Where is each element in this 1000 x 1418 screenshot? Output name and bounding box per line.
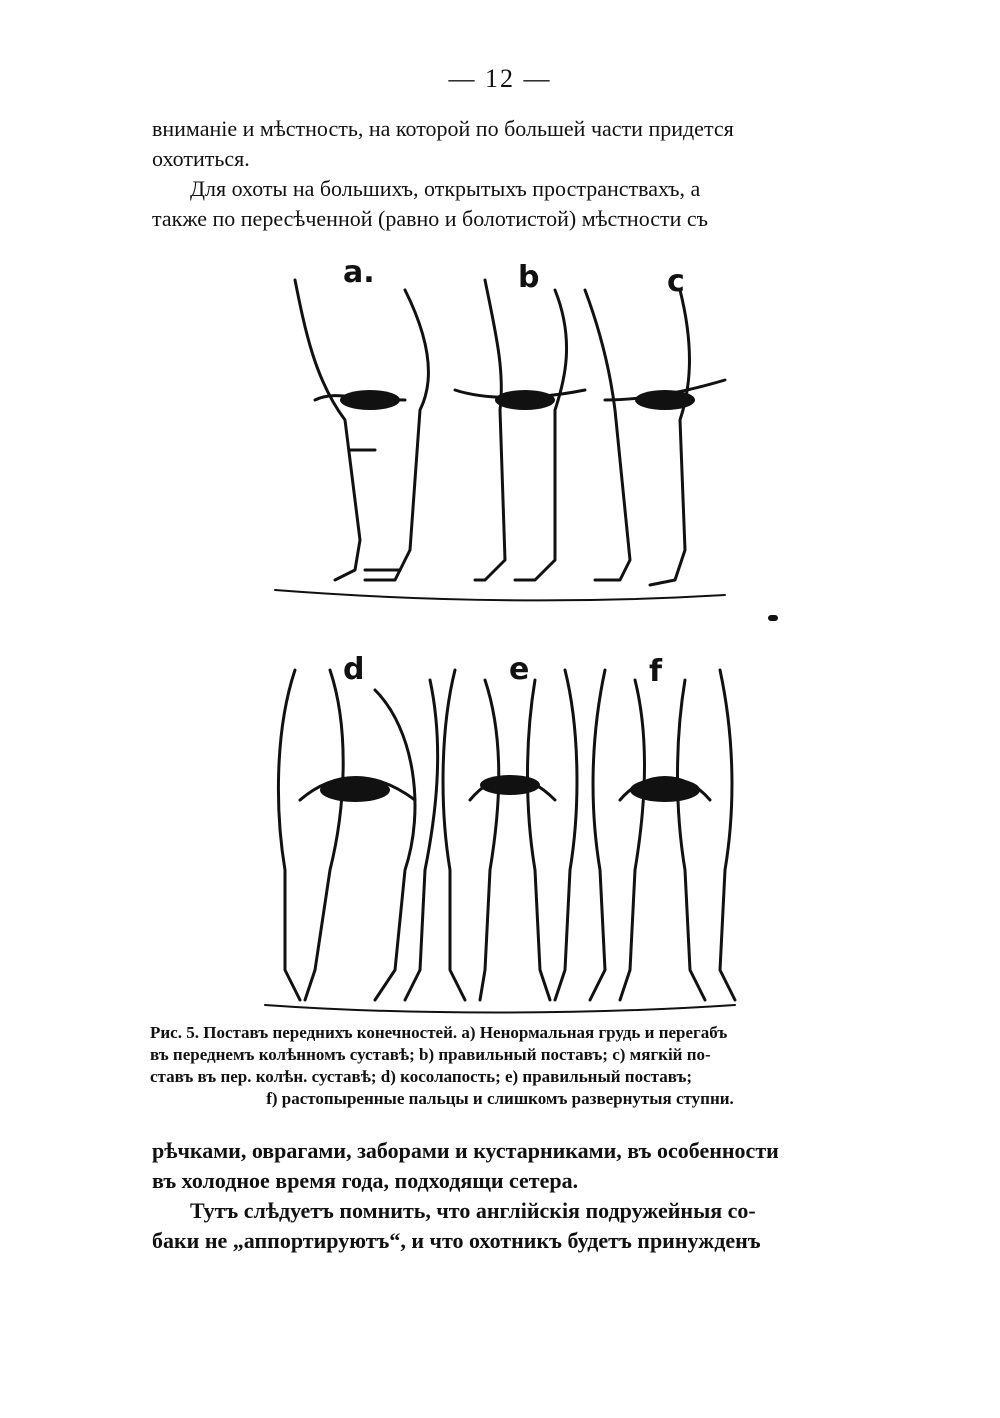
label-d: d xyxy=(343,652,365,687)
label-c: c xyxy=(667,264,685,299)
forelegs-illustration xyxy=(255,250,755,1020)
paragraph-top xyxy=(152,114,852,234)
caption-line: въ переднемъ колѣнномъ суставѣ; b) правильный поставъ; c) мягкій по- xyxy=(150,1045,711,1064)
caption-line: ставъ въ пер. колѣн. суставѣ; d) косолапость; e) правильный поставъ; xyxy=(150,1067,693,1086)
text-line: баки не „аппортируютъ“, и что охотникъ будетъ принужденъ xyxy=(152,1228,761,1253)
text-line: вниманіе и мѣстность, на которой по большей части придется xyxy=(152,116,734,141)
text-line: также по пересѣченной (равно и болотистой) мѣстности съ xyxy=(152,206,709,231)
label-e: e xyxy=(509,652,530,687)
text-line: въ холодное время года, подходящи сетера. xyxy=(152,1168,579,1193)
caption-line: f) растопыренные пальцы и слишкомъ развернутыя ступни. xyxy=(266,1089,734,1108)
figure-caption xyxy=(150,1022,850,1110)
text-line: рѣчками, оврагами, заборами и кустарниками, въ особенности xyxy=(152,1138,779,1163)
dog-legs-figure xyxy=(255,250,755,1020)
text-line: Для охоты на большихъ, открытыхъ пространствахъ, а xyxy=(190,176,701,201)
text-line: охотиться. xyxy=(152,146,250,171)
stray-ink-mark xyxy=(768,615,778,621)
paragraph-bottom xyxy=(152,1136,852,1256)
text-line: Тутъ слѣдуетъ помнить, что англійскія подружейныя со- xyxy=(190,1198,756,1223)
caption-line: Рис. 5. Поставъ переднихъ конечностей. a) Ненормальная грудь и перегабъ xyxy=(150,1023,728,1042)
label-b: b xyxy=(518,260,540,295)
label-f: f xyxy=(649,654,663,689)
label-a: a. xyxy=(343,255,375,290)
page-number: — 12 — xyxy=(448,64,552,93)
